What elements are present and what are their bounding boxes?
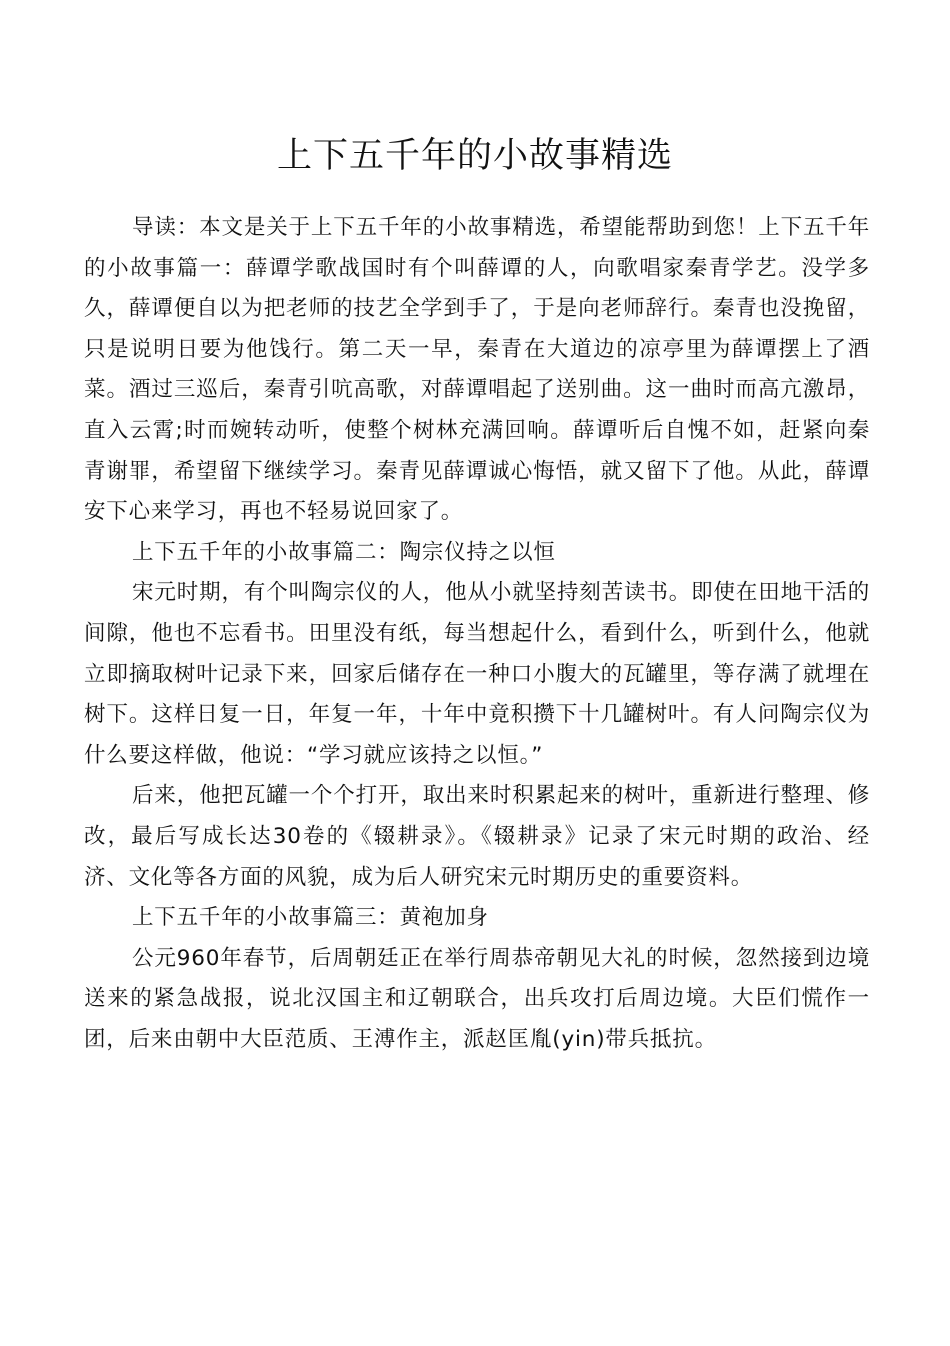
section-heading-story-three: 上下五千年的小故事篇三：黄袍加身 xyxy=(132,905,489,931)
paragraph-story-three: 公元960年春节，后周朝廷正在举行周恭帝朝见大礼的时候，忽然接到边境送来的紧急战报，说北汉国主和辽朝联合，出兵攻打后周边境。大臣们慌作一团，后来由朝中大臣范质、王溥作主，派赵匡胤(yin)带兵抵抗。 xyxy=(84,945,870,1052)
paragraph-story-two-part-two: 后来，他把瓦罐一个个打开，取出来时积累起来的树叶，重新进行整理、修改，最后写成长达30卷的《辍耕录》。《辍耕录》记录了宋元时期的政治、经济、文化等各方面的风貌，成为后人研究宋元时期历史的重要资料。 xyxy=(84,783,870,890)
document-body xyxy=(84,208,870,1060)
paragraph-intro-story-one: 导读：本文是关于上下五千年的小故事精选，希望能帮助到您！上下五千年的小故事篇一：薛谭学歌战国时有个叫薛谭的人，向歌唱家秦青学艺。没学多久，薛谭便自以为把老师的技艺全学到手了，于是向老师辞行。秦青也没挽留，只是说明日要为他饯行。第二天一早，秦青在大道边的凉亭里为薛谭摆上了酒菜。酒过三巡后，秦青引吭高歌，对薛谭唱起了送别曲。这一曲时而高亢激昂，直入云霄;时而婉转动听，使整个树林充满回响。薛谭听后自愧不如，赶紧向秦青谢罪，希望留下继续学习。秦青见薛谭诚心悔悟，就又留下了他。从此，薛谭安下心来学习，再也不轻易说回家了。 xyxy=(84,215,870,525)
document-title: 上下五千年的小故事精选 xyxy=(276,136,673,176)
section-heading-story-two: 上下五千年的小故事篇二：陶宗仪持之以恒 xyxy=(132,539,556,565)
paragraph-story-two-part-one: 宋元时期，有个叫陶宗仪的人，他从小就坚持刻苦读书。即使在田地干活的间隙，他也不忘看书。田里没有纸，每当想起什么，看到什么，听到什么，他就立即摘取树叶记录下来，回家后储存在一种口小腹大的瓦罐里，等存满了就埋在树下。这样日复一日，年复一年，十年中竟积攒下十几罐树叶。有人问陶宗仪为什么要这样做，他说：“学习就应该持之以恒。” xyxy=(84,580,870,768)
